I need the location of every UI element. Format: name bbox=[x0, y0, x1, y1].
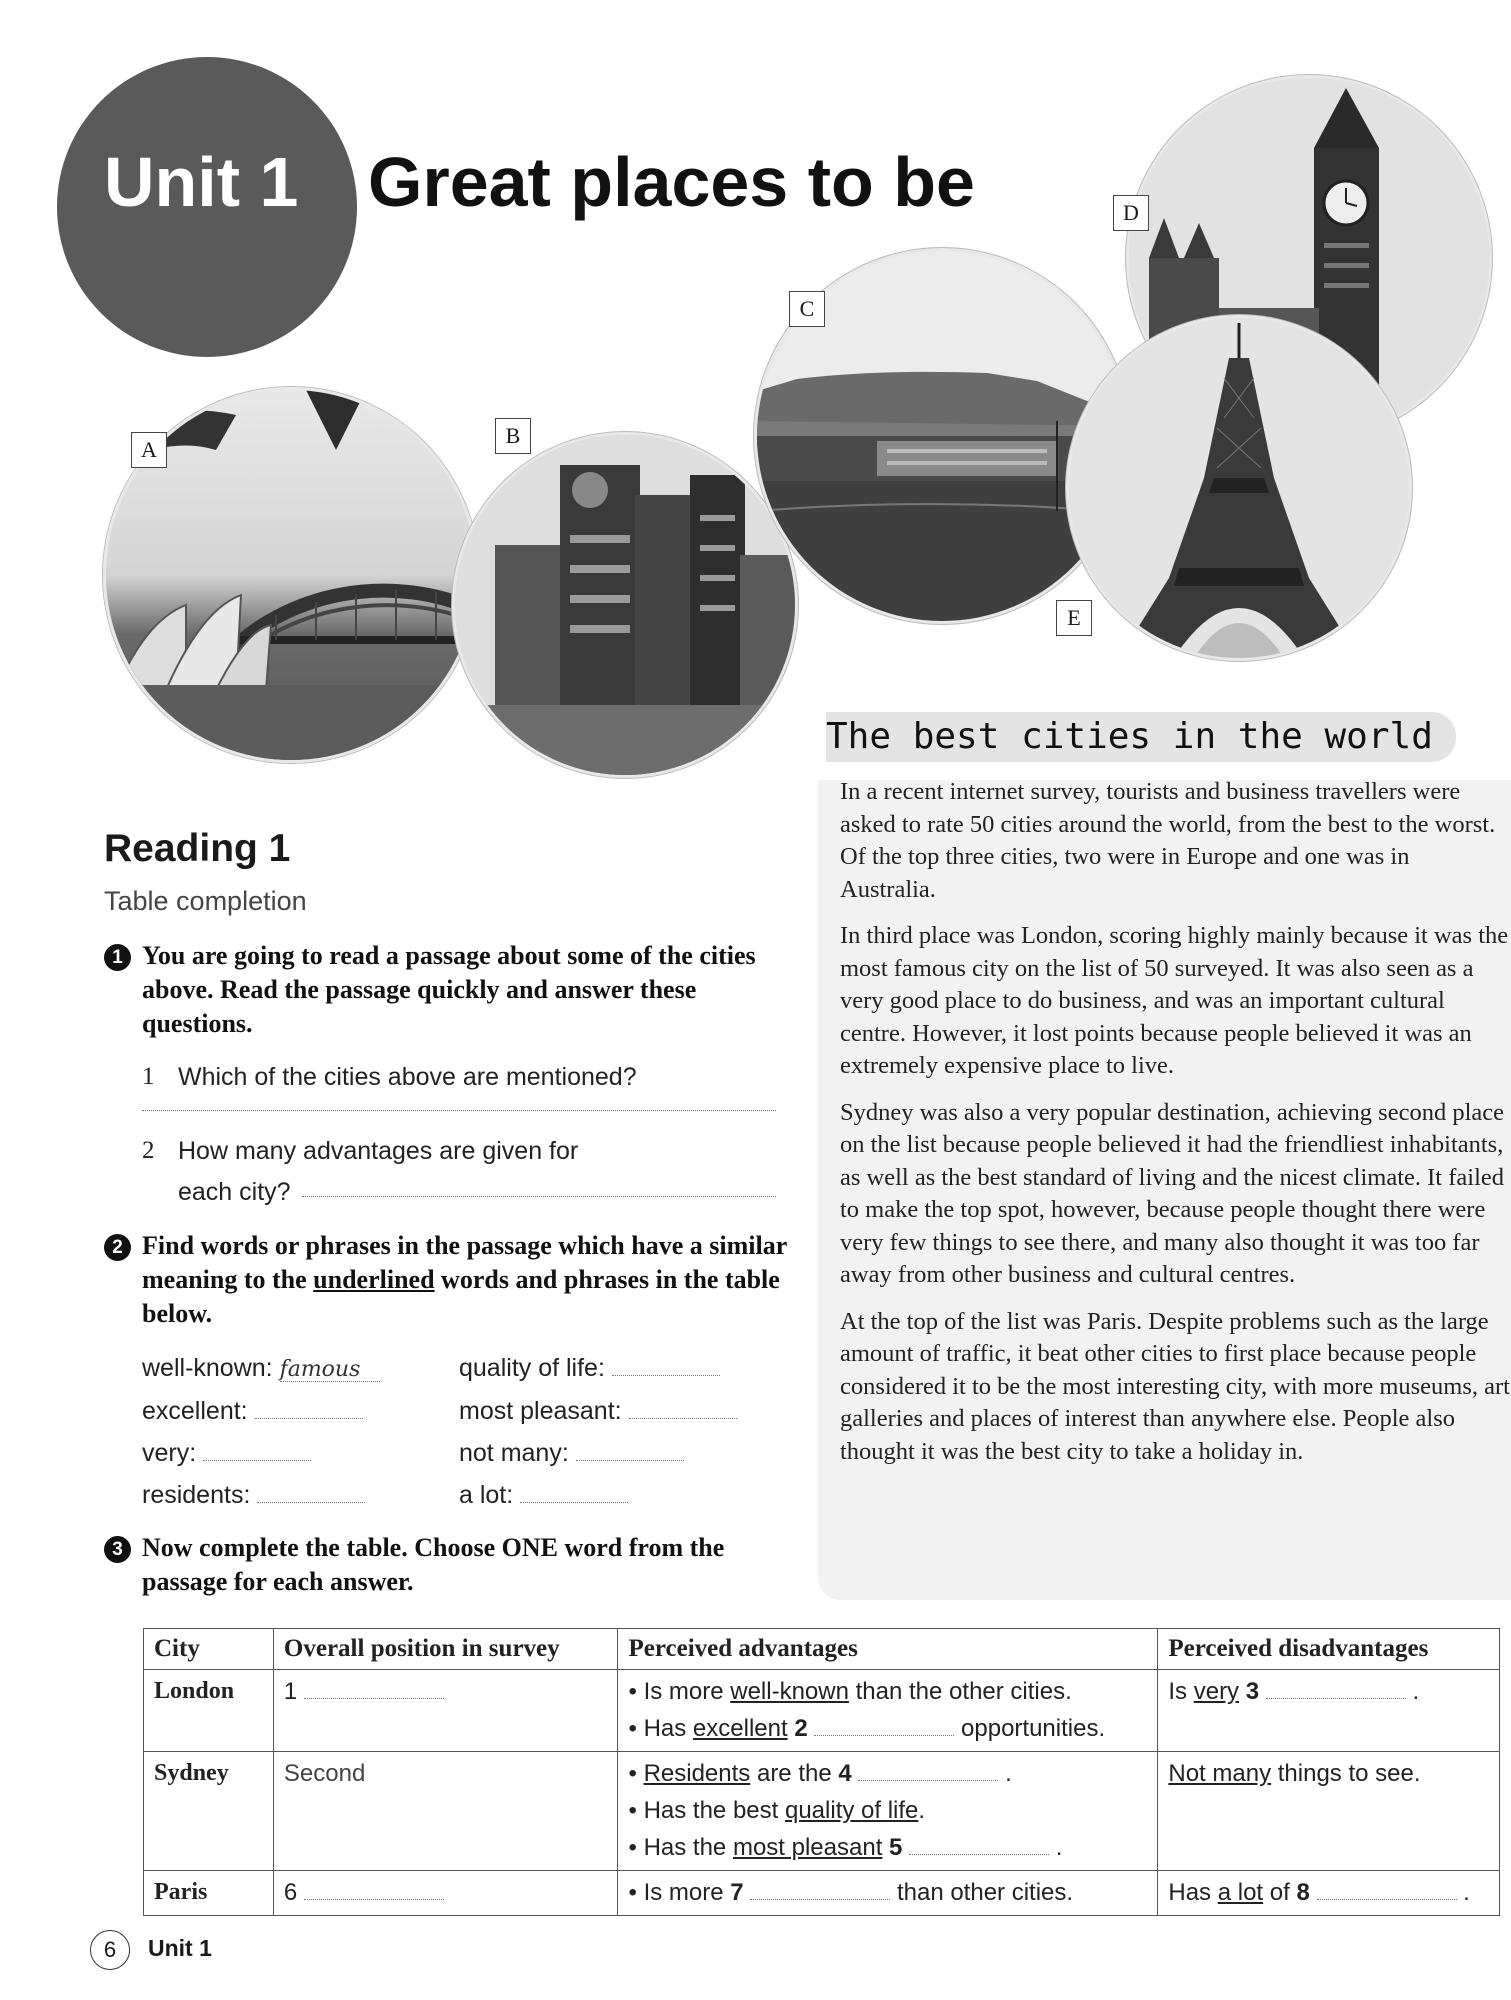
task-1-number: 1 bbox=[104, 944, 131, 971]
cell-advantages-london bbox=[618, 1670, 1158, 1752]
word-item-a-lot: a lot: bbox=[459, 1481, 628, 1510]
article-title: The best cities in the world bbox=[826, 712, 1456, 762]
article-paragraph-1: In a recent internet survey, tourists and business travellers were asked to rate 50 cities around the world, from the best to the worst. Of the top three cities, two were in Europe and one was in Australia. bbox=[840, 778, 1496, 903]
cell-city-sydney: Sydney bbox=[144, 1752, 274, 1871]
answer-not-many-blank[interactable] bbox=[576, 1442, 684, 1461]
blank-2[interactable] bbox=[814, 1717, 954, 1736]
page-number: 6 bbox=[90, 1930, 130, 1970]
word-item-residents: residents: bbox=[142, 1481, 365, 1510]
reading-heading: Reading 1 bbox=[104, 827, 291, 870]
cell-advantages-sydney bbox=[618, 1752, 1158, 1871]
photo-label-d: D bbox=[1113, 195, 1149, 231]
question-2-answer-line[interactable] bbox=[302, 1196, 776, 1197]
article-body bbox=[840, 776, 1510, 1482]
table-row-london bbox=[144, 1670, 1500, 1752]
cell-position-paris: 6 bbox=[273, 1871, 618, 1916]
table-row-paris bbox=[144, 1871, 1500, 1916]
tokyo-illustration bbox=[455, 435, 795, 775]
cell-disadvantages-london: Is very 3 . bbox=[1158, 1670, 1500, 1752]
word-item-well-known: well-known: famous bbox=[142, 1354, 380, 1383]
blank-4[interactable] bbox=[858, 1762, 998, 1781]
blank-8[interactable] bbox=[1317, 1881, 1457, 1900]
answer-residents-blank[interactable] bbox=[257, 1484, 365, 1503]
task-3-number: 3 bbox=[104, 1536, 131, 1563]
question-2-number: 2 bbox=[142, 1137, 155, 1164]
answer-most-pleasant-blank[interactable] bbox=[629, 1400, 737, 1419]
blank-3[interactable] bbox=[1266, 1680, 1406, 1699]
london-advantage-1: • Is more well-known than the other cities. bbox=[628, 1678, 1072, 1705]
word-item-excellent: excellent: bbox=[142, 1397, 363, 1426]
cell-position-sydney: Second bbox=[273, 1752, 618, 1871]
header-disadvantages: Perceived disadvantages bbox=[1158, 1629, 1500, 1670]
photo-label-b: B bbox=[495, 418, 531, 454]
question-2-text: How many advantages are given for bbox=[178, 1137, 579, 1165]
blank-6[interactable] bbox=[304, 1881, 444, 1900]
question-1-number: 1 bbox=[142, 1063, 155, 1090]
task-1-instruction: You are going to read a passage about some of the cities above. Read the passage quickly and answer these questions. bbox=[142, 941, 756, 1038]
page-title: Great places to be bbox=[368, 143, 975, 221]
footer-unit-label: Unit 1 bbox=[148, 1935, 212, 1961]
photo-label-c: C bbox=[789, 291, 825, 327]
sydney-advantage-2: • Has the best quality of life. bbox=[628, 1797, 926, 1824]
answer-excellent-blank[interactable] bbox=[255, 1400, 363, 1419]
photo-tokyo bbox=[452, 432, 798, 778]
table-header-row bbox=[144, 1629, 1500, 1670]
word-item-most-pleasant: most pleasant: bbox=[459, 1397, 737, 1426]
question-1-text: Which of the cities above are mentioned? bbox=[178, 1063, 637, 1091]
task-2-instruction: Find words or phrases in the passage which have a similar meaning to the underlined words and phrases in the table below. bbox=[142, 1231, 787, 1328]
cell-disadvantages-sydney: Not many things to see. bbox=[1158, 1752, 1500, 1871]
answer-very-blank[interactable] bbox=[203, 1442, 311, 1461]
completion-table bbox=[143, 1628, 1500, 1916]
answer-a-lot-blank[interactable] bbox=[520, 1484, 628, 1503]
photo-paris bbox=[1066, 315, 1412, 661]
photo-label-a: A bbox=[131, 432, 167, 468]
word-item-very: very: bbox=[142, 1439, 311, 1468]
article-paragraph-2: In third place was London, scoring highly mainly because it was the most famous city on the list of 50 surveyed. It was also seen as a very good place to do business, and was an important cultural centre. However, it lost points because people believed it was an extremely expensive place to live. bbox=[840, 922, 1509, 1079]
header-city: City bbox=[144, 1629, 274, 1670]
cell-advantages-paris bbox=[618, 1871, 1158, 1916]
task-2-number: 2 bbox=[104, 1234, 131, 1261]
cell-city-paris: Paris bbox=[144, 1871, 274, 1916]
table-row-sydney bbox=[144, 1752, 1500, 1871]
unit-label: Unit 1 bbox=[104, 143, 299, 221]
blank-1[interactable] bbox=[304, 1680, 444, 1699]
word-item-quality-of-life: quality of life: bbox=[459, 1354, 720, 1383]
header-position: Overall position in survey bbox=[273, 1629, 618, 1670]
word-item-not-many: not many: bbox=[459, 1439, 684, 1468]
cell-position-london: 1 bbox=[273, 1670, 618, 1752]
paris-illustration bbox=[1069, 318, 1409, 658]
blank-7[interactable] bbox=[750, 1881, 890, 1900]
article-paragraph-4: At the top of the list was Paris. Despite problems such as the large amount of traffic, it beat other cities to first place because people considered it to be the most interesting city, with more museums, art galleries and places of interest than anywhere else. People also thought it was the best city to take a holiday in. bbox=[840, 1307, 1510, 1465]
article-paragraph-3: Sydney was also a very popular destination, achieving second place on the list because people believed it had the friendliest inhabitants, as well as the best standard of living and the nicest climate. It failed to make the top spot, however, because people thought there were very few things to see there, and many also thought it was too far away from other business and cultural centres. bbox=[840, 1098, 1505, 1288]
question-2-text-cont: each city? bbox=[178, 1178, 291, 1206]
cell-disadvantages-paris: Has a lot of 8 . bbox=[1158, 1871, 1500, 1916]
cell-city-london: London bbox=[144, 1670, 274, 1752]
sydney-advantage-3: • Has the most pleasant 5 . bbox=[628, 1834, 1063, 1861]
header-advantages: Perceived advantages bbox=[618, 1629, 1158, 1670]
blank-5[interactable] bbox=[909, 1836, 1049, 1855]
london-advantage-2: • Has excellent 2 opportunities. bbox=[628, 1715, 1106, 1742]
photo-label-e: E bbox=[1056, 600, 1092, 636]
sydney-advantage-1: • Residents are the 4 . bbox=[628, 1760, 1012, 1787]
paris-advantage-1: • Is more 7 than other cities. bbox=[628, 1879, 1074, 1906]
answer-quality-blank[interactable] bbox=[612, 1357, 720, 1376]
reading-subheading: Table completion bbox=[104, 886, 307, 916]
task-3-instruction: Now complete the table. Choose ONE word from the passage for each answer. bbox=[142, 1533, 725, 1596]
question-1-answer-line[interactable] bbox=[142, 1110, 776, 1111]
answer-famous[interactable]: famous bbox=[280, 1359, 380, 1382]
